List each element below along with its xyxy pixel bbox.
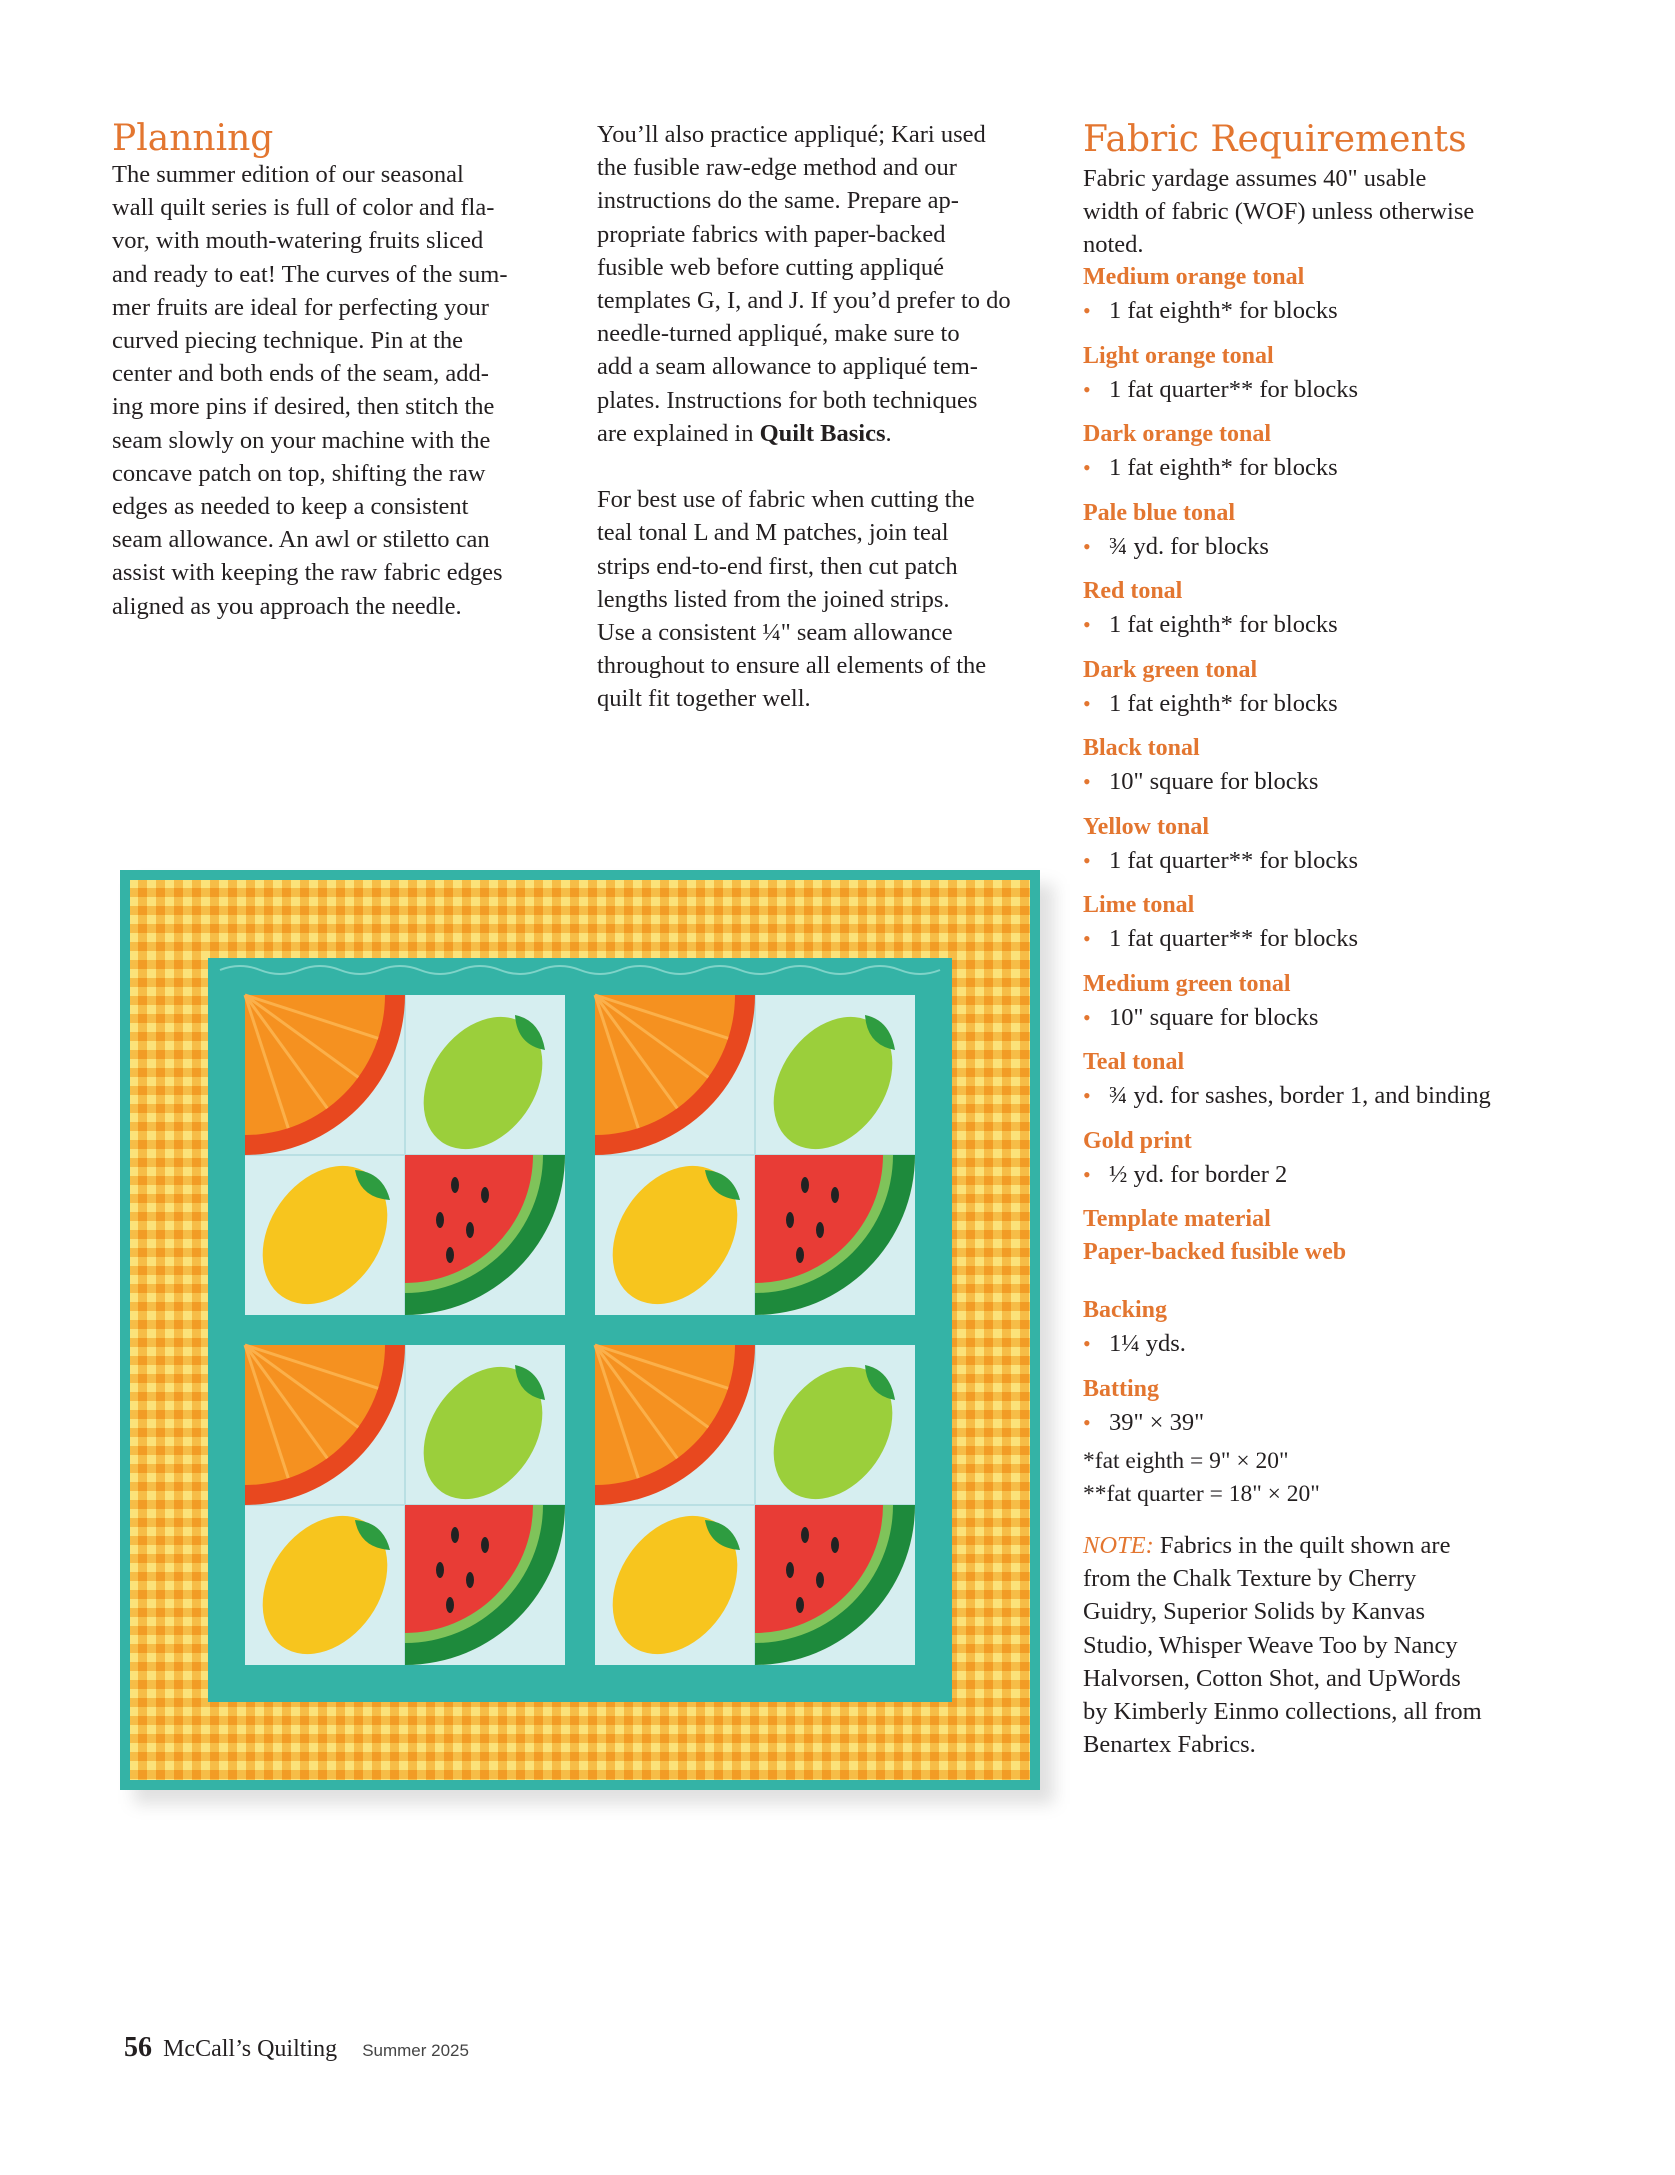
watermelon-seed	[481, 1187, 489, 1203]
applique-line: plates. Instructions for both techniques	[597, 386, 978, 414]
applique-last-line	[597, 417, 1011, 450]
bullet-icon: •	[1083, 1083, 1091, 1108]
planning-line: The summer edition of our seasonal	[112, 161, 464, 188]
fabric-name: Red tonal	[1083, 578, 1183, 604]
planning-line: wall quilt series is full of color and fla-	[112, 194, 495, 222]
fabric-item	[1083, 1125, 1643, 1204]
applique-line: fusible web before cutting appliqué	[597, 253, 944, 281]
fabric-item	[1083, 261, 1643, 340]
applique-last-suffix: .	[885, 419, 892, 447]
planning-line: center and both ends of the seam, add-	[112, 360, 489, 388]
applique-line: add a seam allowance to appliqué tem-	[597, 353, 978, 381]
footnotes	[1083, 1445, 1643, 1511]
fabric-use-text: 1 fat quarter** for blocks	[1109, 846, 1358, 874]
fabric-use-text: 1 fat quarter** for blocks	[1109, 925, 1358, 952]
applique-line: propriate fabrics with paper-backed	[597, 220, 946, 248]
bullet-icon: •	[1083, 612, 1091, 637]
note-line: Guidry, Superior Solids by Kanvas	[1083, 1598, 1426, 1626]
backing-name: Backing	[1083, 1297, 1168, 1323]
applique-line: You’ll also practice appliqué; Kari used	[597, 121, 986, 148]
fabric-item	[1083, 575, 1643, 654]
planning-body	[112, 158, 507, 623]
watermelon-seed	[816, 1222, 824, 1238]
watermelon-seed	[436, 1212, 444, 1228]
watermelon-seed	[801, 1177, 809, 1193]
watermelon-seed	[801, 1527, 809, 1543]
fabric-use	[1083, 294, 1643, 327]
bullet-icon: •	[1083, 1004, 1091, 1030]
page-number: 56	[124, 2032, 152, 2063]
applique-last-prefix: are explained in	[597, 419, 760, 447]
fabric-name: Black tonal	[1083, 735, 1200, 761]
fabric-use-line: quilt fit together well.	[597, 685, 811, 713]
fabric-item	[1083, 497, 1643, 576]
intro-line: Fabric yardage assumes 40" usable	[1083, 165, 1427, 192]
note-label: NOTE:	[1083, 1532, 1154, 1559]
bullet-icon: •	[1083, 1331, 1091, 1356]
fabric-use-text: ¾ yd. for blocks	[1109, 532, 1269, 560]
fabric-use	[1083, 530, 1643, 563]
fabric-item	[1083, 1046, 1643, 1125]
watermelon-seed	[466, 1222, 474, 1238]
fabric-use-line: Use a consistent ¼" seam allowance	[597, 619, 953, 647]
batting-use	[1083, 1406, 1643, 1439]
quilt-basics-reference: Quilt Basics	[759, 419, 886, 447]
fabric-item	[1083, 889, 1643, 968]
watermelon-seed	[816, 1572, 824, 1588]
quilt-photo	[120, 870, 1040, 1790]
fabric-name: Dark green tonal	[1083, 656, 1258, 683]
applique-line: needle-turned appliqué, make sure to	[597, 320, 960, 348]
fabric-use-text: 10" square for blocks	[1109, 768, 1319, 795]
applique-line: instructions do the same. Prepare ap-	[597, 187, 959, 215]
watermelon-seed	[796, 1247, 804, 1263]
fabric-name: Dark orange tonal	[1083, 421, 1271, 447]
magazine-name: McCall’s Quilting	[163, 2036, 338, 2062]
fabric-use-line: For best use of fabric when cutting the	[597, 486, 975, 514]
applique-body	[597, 118, 1011, 716]
requirements-intro	[1083, 162, 1643, 261]
fabric-note	[1083, 1529, 1643, 1761]
fabric-item	[1083, 654, 1643, 733]
fabric-use	[1083, 1158, 1643, 1191]
backing-use-text: 1¼ yds.	[1109, 1330, 1186, 1357]
fabric-use	[1083, 844, 1643, 877]
watermelon-seed	[446, 1247, 454, 1263]
fabric-requirements-heading: Fabric Requirements	[1083, 119, 1467, 160]
note-line: Halvorsen, Cotton Shot, and UpWords	[1083, 1664, 1461, 1692]
note-line	[1083, 1529, 1643, 1562]
fabric-use-text: ¾ yd. for sashes, border 1, and binding	[1109, 1082, 1491, 1109]
fabric-name: Lime tonal	[1083, 892, 1195, 918]
bullet-icon: •	[1083, 298, 1091, 323]
fabric-use-text: 1 fat eighth* for blocks	[1109, 689, 1338, 717]
planning-line: assist with keeping the raw fabric edges	[112, 559, 503, 587]
applique-line: templates G, I, and J. If you’d prefer to do	[597, 287, 1011, 315]
watermelon-seed	[436, 1562, 444, 1578]
fabric-use-text: ½ yd. for border 2	[1109, 1160, 1288, 1188]
fabric-name: Light orange tonal	[1083, 342, 1274, 369]
planning-line: edges as needed to keep a consistent	[112, 493, 469, 521]
planning-line: seam slowly on your machine with the	[112, 426, 491, 454]
bullet-icon: •	[1083, 690, 1091, 716]
batting-use-text: 39" × 39"	[1109, 1408, 1205, 1436]
fabric-use-text: 1 fat quarter** for blocks	[1109, 375, 1358, 403]
note-line: Studio, Whisper Weave Too by Nancy	[1083, 1631, 1458, 1659]
watermelon-seed	[796, 1597, 804, 1613]
bullet-icon: •	[1083, 926, 1091, 951]
fabric-use	[1083, 373, 1643, 406]
watermelon-seed	[786, 1562, 794, 1578]
batting-item	[1083, 1373, 1643, 1452]
watermelon-seed	[466, 1572, 474, 1588]
backing-use	[1083, 1327, 1643, 1360]
watermelon-seed	[446, 1597, 454, 1613]
fabric-use-text: 1 fat eighth* for blocks	[1109, 454, 1338, 481]
note-line: Benartex Fabrics.	[1083, 1731, 1256, 1759]
fabric-name: Yellow tonal	[1083, 813, 1209, 840]
fabric-name: Medium orange tonal	[1083, 264, 1305, 290]
fabric-use-text: 1 fat eighth* for blocks	[1109, 611, 1338, 638]
applique-paragraph	[597, 118, 1011, 417]
intro-line: width of fabric (WOF) unless otherwise	[1083, 198, 1475, 225]
watermelon-seed	[481, 1537, 489, 1553]
quilt-block	[237, 994, 567, 1328]
issue-date: Summer 2025	[362, 2041, 469, 2060]
intro-line: noted.	[1083, 231, 1144, 258]
fabric-use-text: 10" square for blocks	[1109, 1003, 1319, 1031]
note-text: Fabrics in the quilt shown are	[1153, 1532, 1451, 1559]
footnote-fat-eighth: *fat eighth = 9" × 20"	[1083, 1448, 1289, 1474]
fabric-use	[1083, 687, 1643, 720]
bullet-icon: •	[1083, 1409, 1091, 1435]
fabric-use-line: throughout to ensure all elements of the	[597, 652, 987, 680]
fabric-use	[1083, 922, 1643, 955]
watermelon-seed	[831, 1187, 839, 1203]
planning-line: vor, with mouth-watering fruits sliced	[112, 227, 484, 255]
planning-line: curved piecing technique. Pin at the	[112, 327, 464, 355]
applique-line: the fusible raw-edge method and our	[597, 154, 957, 182]
planning-line: and ready to eat! The curves of the sum-	[112, 260, 508, 288]
bullet-icon: •	[1083, 455, 1091, 480]
watermelon-seed	[786, 1212, 794, 1228]
footnote-fat-quarter: **fat quarter = 18" × 20"	[1083, 1481, 1320, 1507]
watermelon-seed	[451, 1177, 459, 1193]
fabric-name: Gold print	[1083, 1127, 1192, 1154]
fabric-item	[1083, 811, 1643, 890]
quilt-block	[587, 994, 917, 1328]
fabric-use	[1083, 1079, 1643, 1112]
planning-line: concave patch on top, shifting the raw	[112, 459, 486, 487]
fabric-name: Medium green tonal	[1083, 970, 1291, 997]
watermelon-seed	[451, 1527, 459, 1543]
planning-line: mer fruits are ideal for perfecting your	[112, 293, 489, 321]
fabric-use-line: strips end-to-end first, then cut patch	[597, 552, 958, 580]
note-line: from the Chalk Texture by Cherry	[1083, 1565, 1417, 1593]
template-material-label: Template material	[1083, 1206, 1271, 1232]
bullet-icon: •	[1083, 769, 1091, 794]
fusible-web-label: Paper-backed fusible web	[1083, 1239, 1347, 1265]
planning-line: aligned as you approach the needle.	[112, 592, 462, 620]
fabric-use-line: lengths listed from the joined strips.	[597, 585, 950, 613]
page-footer	[124, 2032, 469, 2064]
note-line: by Kimberly Einmo collections, all from	[1083, 1698, 1482, 1726]
quilt-block	[587, 1344, 917, 1678]
fabric-use	[1083, 608, 1643, 641]
fabric-use-line: teal tonal L and M patches, join teal	[597, 519, 949, 547]
quilt-block	[237, 1344, 567, 1678]
planning-line: seam allowance. An awl or stiletto can	[112, 526, 490, 554]
fabric-item	[1083, 732, 1643, 811]
fabric-use	[1083, 1001, 1643, 1034]
watermelon-seed	[831, 1537, 839, 1553]
batting-name: Batting	[1083, 1375, 1160, 1402]
fabric-use	[1083, 451, 1643, 484]
fabric-list	[1083, 261, 1643, 1203]
planning-heading: Planning	[112, 118, 274, 159]
bullet-icon: •	[1083, 533, 1091, 559]
fabric-use-text: 1 fat eighth* for blocks	[1109, 297, 1338, 324]
fabric-item	[1083, 418, 1643, 497]
fabric-use	[1083, 765, 1643, 798]
backing-item	[1083, 1294, 1643, 1373]
bullet-icon: •	[1083, 376, 1091, 402]
bullet-icon: •	[1083, 1161, 1091, 1187]
fabric-item	[1083, 968, 1643, 1047]
quilt-illustration	[120, 870, 1040, 1790]
fabric-name: Teal tonal	[1083, 1049, 1185, 1075]
fabric-name: Pale blue tonal	[1083, 499, 1236, 526]
fabric-item	[1083, 340, 1643, 419]
fabric-requirements	[1083, 162, 1643, 1761]
planning-line: ing more pins if desired, then stitch the	[112, 393, 495, 421]
template-block	[1083, 1203, 1643, 1294]
bullet-icon: •	[1083, 847, 1091, 873]
fabric-use-paragraph	[597, 483, 1011, 715]
